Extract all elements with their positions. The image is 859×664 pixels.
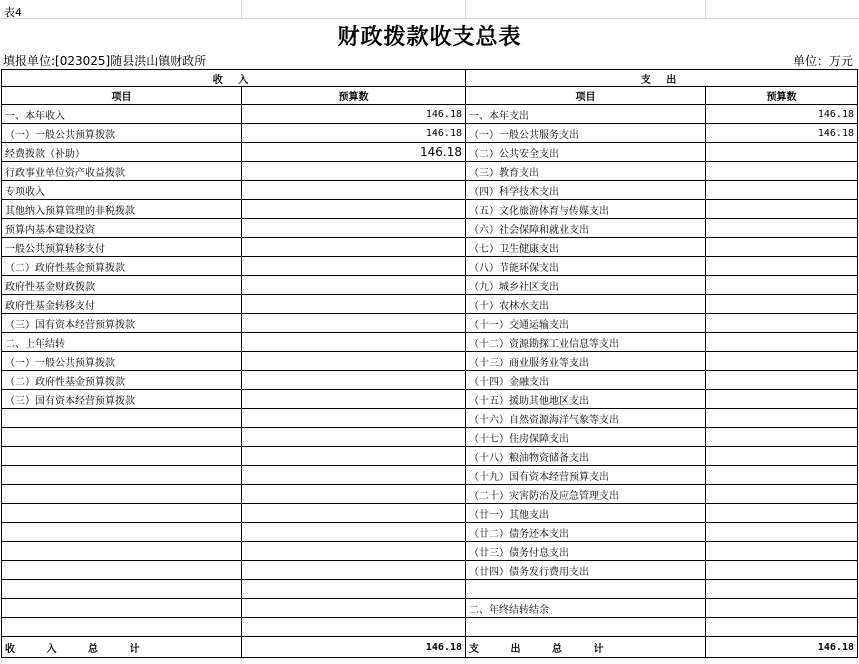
expense-value-cell [706,580,858,599]
expense-item-cell [466,618,706,637]
income-value-cell: 146.18 [242,124,466,143]
income-item-cell [2,428,242,447]
income-item-cell [2,523,242,542]
income-item-cell [2,409,242,428]
expense-value-cell [706,466,858,485]
expense-section-header: 支 出 [466,70,858,87]
income-value-cell [242,504,466,523]
expense-value-cell [706,314,858,333]
sheet-gridline [241,0,242,18]
income-value-cell [242,352,466,371]
expense-item-cell: （廿四）债务发行费用支出 [466,561,706,580]
sheet-gridline [465,0,466,18]
income-value-cell [242,428,466,447]
table-row [2,105,858,124]
expense-value-cell [706,542,858,561]
unit-label: 单位：万元 [792,54,853,68]
income-value-cell [242,333,466,352]
expense-item-cell: （十一）交通运输支出 [466,314,706,333]
expense-item-cell: （九）城乡社区支出 [466,276,706,295]
table-row [2,238,858,257]
table-row [2,542,858,561]
expense-item-cell [466,580,706,599]
income-item-cell [2,599,242,618]
expense-item-cell: （十四）金融支出 [466,371,706,390]
income-total-label: 收 入 总 计 [2,637,242,658]
income-value-cell [242,390,466,409]
expense-item-cell: （四）科学技术支出 [466,181,706,200]
income-item-cell [2,504,242,523]
expense-value-cell [706,333,858,352]
income-value-cell [242,409,466,428]
income-item-cell [2,542,242,561]
expense-value-cell [706,599,858,618]
income-value-cell [242,618,466,637]
income-value-cell [242,314,466,333]
table-row [2,561,858,580]
income-total-value: 146.18 [242,637,466,658]
expense-value-cell [706,238,858,257]
expense-value-cell [706,371,858,390]
table-row [2,580,858,599]
expense-item-cell: （二）公共安全支出 [466,143,706,162]
table-row [2,485,858,504]
expense-total-value: 146.18 [706,637,858,658]
expense-value-cell: 146.18 [706,124,858,143]
income-item-cell [2,618,242,637]
total-row [2,637,858,658]
expense-value-cell [706,162,858,181]
income-item-cell: （三）国有资本经营预算拨款 [2,314,242,333]
expense-item-cell: （八）节能环保支出 [466,257,706,276]
income-value-cell [242,447,466,466]
income-item-cell: 一、本年收入 [2,105,242,124]
table-row [2,599,858,618]
income-value-cell [242,295,466,314]
expense-item-cell: （十九）国有资本经营预算支出 [466,466,706,485]
income-value-cell [242,485,466,504]
table-row [2,143,858,162]
table-row [2,257,858,276]
income-item-cell: 二、上年结转 [2,333,242,352]
expense-item-cell: （十二）资源勘探工业信息等支出 [466,333,706,352]
income-value-cell [242,181,466,200]
table-row [2,371,858,390]
income-item-cell [2,466,242,485]
income-value-cell [242,580,466,599]
income-item-cell: （一）一般公共预算拨款 [2,352,242,371]
expense-total-label: 支 出 总 计 [466,637,706,658]
expense-item-cell: （廿二）债务还本支出 [466,523,706,542]
income-budget-header: 预算数 [242,87,466,105]
expense-value-cell [706,447,858,466]
expense-item-cell: （十六）自然资源海洋气象等支出 [466,409,706,428]
expense-value-cell [706,276,858,295]
expense-item-cell: （十三）商业服务业等支出 [466,352,706,371]
expense-value-cell [706,181,858,200]
table-row [2,181,858,200]
income-item-cell [2,447,242,466]
income-item-cell: 专项收入 [2,181,242,200]
expense-value-cell [706,200,858,219]
expense-item-cell: 一、本年支出 [466,105,706,124]
expense-item-cell: （十）农林水支出 [466,295,706,314]
income-item-cell: 政府性基金转移支付 [2,295,242,314]
income-value-cell [242,599,466,618]
table-row [2,523,858,542]
expense-value-cell [706,219,858,238]
income-item-cell: 预算内基本建设投资 [2,219,242,238]
column-header-row [2,87,858,105]
table-row [2,409,858,428]
table-row [2,276,858,295]
income-value-cell [242,257,466,276]
table-row [2,124,858,143]
table-row [2,219,858,238]
expense-value-cell [706,561,858,580]
income-item-cell: 其他纳入预算管理的非税拨款 [2,200,242,219]
expense-value-cell [706,504,858,523]
table-row [2,162,858,181]
income-value-cell: 146.18 [242,105,466,124]
income-item-cell: （二）政府性基金预算拨款 [2,371,242,390]
income-value-cell [242,371,466,390]
income-value-cell [242,276,466,295]
expense-value-cell [706,352,858,371]
income-value-cell [242,561,466,580]
expense-item-cell: （五）文化旅游体育与传媒支出 [466,200,706,219]
sheet-gridline [0,18,859,19]
expense-item-cell: （廿一）其他支出 [466,504,706,523]
income-section-header: 收 入 [2,70,466,87]
income-item-header: 项目 [2,87,242,105]
table-row [2,466,858,485]
income-value-cell [242,542,466,561]
income-value-cell [242,466,466,485]
income-value-cell: 146.18 [242,143,466,162]
expense-value-cell [706,143,858,162]
table-row [2,352,858,371]
expense-item-cell: （一）一般公共服务支出 [466,124,706,143]
expense-value-cell [706,257,858,276]
table-row [2,504,858,523]
expense-item-cell: （七）卫生健康支出 [466,238,706,257]
page-title: 财政拨款收支总表 [337,25,522,50]
org-label: 填报单位:[023025]随县洪山镇财政所 [3,54,207,68]
expense-value-cell [706,295,858,314]
income-item-cell [2,580,242,599]
sheet-tag: 表4 [4,6,22,19]
expense-value-cell [706,390,858,409]
income-item-cell [2,561,242,580]
table-row [2,428,858,447]
table-row [2,390,858,409]
expense-value-cell [706,428,858,447]
income-item-cell: 行政事业单位资产收益拨款 [2,162,242,181]
table-row [2,618,858,637]
table-row [2,200,858,219]
income-item-cell: （二）政府性基金预算拨款 [2,257,242,276]
section-header-row [2,70,858,87]
expense-value-cell [706,485,858,504]
income-value-cell [242,219,466,238]
table-row [2,333,858,352]
income-item-cell [2,485,242,504]
expense-item-cell: （二十）灾害防治及应急管理支出 [466,485,706,504]
expense-item-cell: （六）社会保障和就业支出 [466,219,706,238]
income-value-cell [242,200,466,219]
income-item-cell: 政府性基金财政拨款 [2,276,242,295]
income-value-cell [242,162,466,181]
expense-item-cell: （十五）援助其他地区支出 [466,390,706,409]
expense-item-cell: （十七）住房保障支出 [466,428,706,447]
table-row [2,447,858,466]
expense-item-cell: （十八）粮油物资储备支出 [466,447,706,466]
expense-value-cell [706,618,858,637]
expense-value-cell [706,409,858,428]
income-item-cell: 一般公共预算转移支付 [2,238,242,257]
income-value-cell [242,523,466,542]
table-row [2,314,858,333]
income-item-cell: （一）一般公共预算拨款 [2,124,242,143]
income-value-cell [242,238,466,257]
sheet-gridline [705,0,706,18]
income-item-cell: 经费拨款（补助） [2,143,242,162]
expense-item-cell: 二、年终结转结余 [466,599,706,618]
expense-item-header: 项目 [466,87,706,105]
expense-item-cell: （三）教育支出 [466,162,706,181]
budget-table [1,69,858,658]
expense-item-cell: （廿三）债务付息支出 [466,542,706,561]
expense-budget-header: 预算数 [706,87,858,105]
expense-value-cell: 146.18 [706,105,858,124]
expense-value-cell [706,523,858,542]
table-row [2,295,858,314]
income-item-cell: （三）国有资本经营预算拨款 [2,390,242,409]
